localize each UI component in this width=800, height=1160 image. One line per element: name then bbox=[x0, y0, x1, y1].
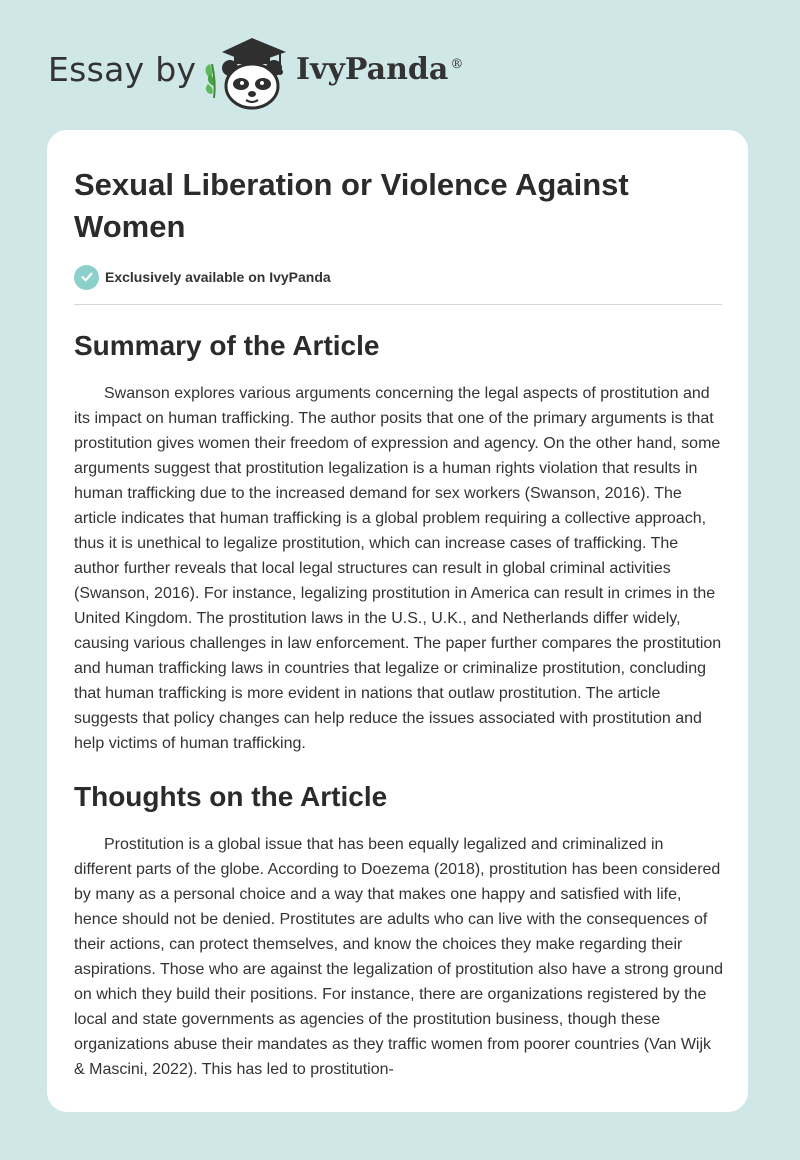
registered-mark: ® bbox=[450, 57, 464, 72]
ivypanda-brand-name[interactable] bbox=[296, 52, 463, 87]
article-content bbox=[74, 164, 724, 1082]
section-heading-summary: Summary of the Article bbox=[74, 330, 380, 361]
exclusive-label: Exclusively available on IvyPanda bbox=[105, 269, 331, 285]
section-paragraph-summary: Swanson explores various arguments concerning the legal aspects of prostitution and its impact on human trafficking. The author posits that one of the primary arguments is that prostitution gives women their freedom of expression and agency. On the other hand, some arguments suggest that prostitution legalization is a human rights violation that results in human trafficking due to the increased demand for sex workers (Swanson, 2016). The article indicates that human trafficking is a global problem requiring a collective approach, thus it is unethical to legalize prostitution, which can increase cases of trafficking. The author further reveals that local legal structures can result in global criminal activities (Swanson, 2016). For instance, legalizing prostitution in America can result in crimes in the United Kingdom. The prostitution laws in the U.S., U.K., and Netherlands differ widely, causing various challenges in law enforcement. The paper further compares the prostitution and human trafficking laws in countries that legalize or criminalize prostitution, concluding that human trafficking is more evident in nations that outlaw prostitution. The article suggests that policy changes can help reduce the issues associated with prostitution and help victims of human trafficking. bbox=[74, 385, 722, 752]
check-icon bbox=[74, 265, 99, 290]
section-heading-thoughts: Thoughts on the Article bbox=[74, 781, 388, 812]
exclusive-badge bbox=[74, 264, 724, 290]
ivypanda-logo-icon[interactable] bbox=[200, 34, 292, 110]
article-title: Sexual Liberation or Violence Against Women bbox=[74, 167, 629, 244]
essay-by-label: Essay by bbox=[48, 50, 197, 89]
site-header bbox=[48, 30, 648, 110]
article-card bbox=[47, 130, 748, 1112]
section-paragraph-thoughts: Prostitution is a global issue that has been equally legalized and criminalized in different parts of the globe. According to Doezema (2018), prostitution has been considered by many as a personal choice and a way that makes one happy and satisfied with life, hence should not be denied. Prostitutes are adults who can live with the consequences of their actions, can protect themselves, and know the choices they make regarding their aspirations. Those who are against the legalization of prostitution also have a strong ground on which they build their positions. For instance, there are organizations registered by the local and state governments as agencies of the prostitution business, though these organizations abuse their mandates as they traffic women from poorer countries (Van Wijk & Mascini, 2022). This has led to prostitution- bbox=[74, 836, 723, 1078]
divider bbox=[74, 304, 722, 305]
brand-name-text: IvyPanda bbox=[296, 52, 449, 87]
